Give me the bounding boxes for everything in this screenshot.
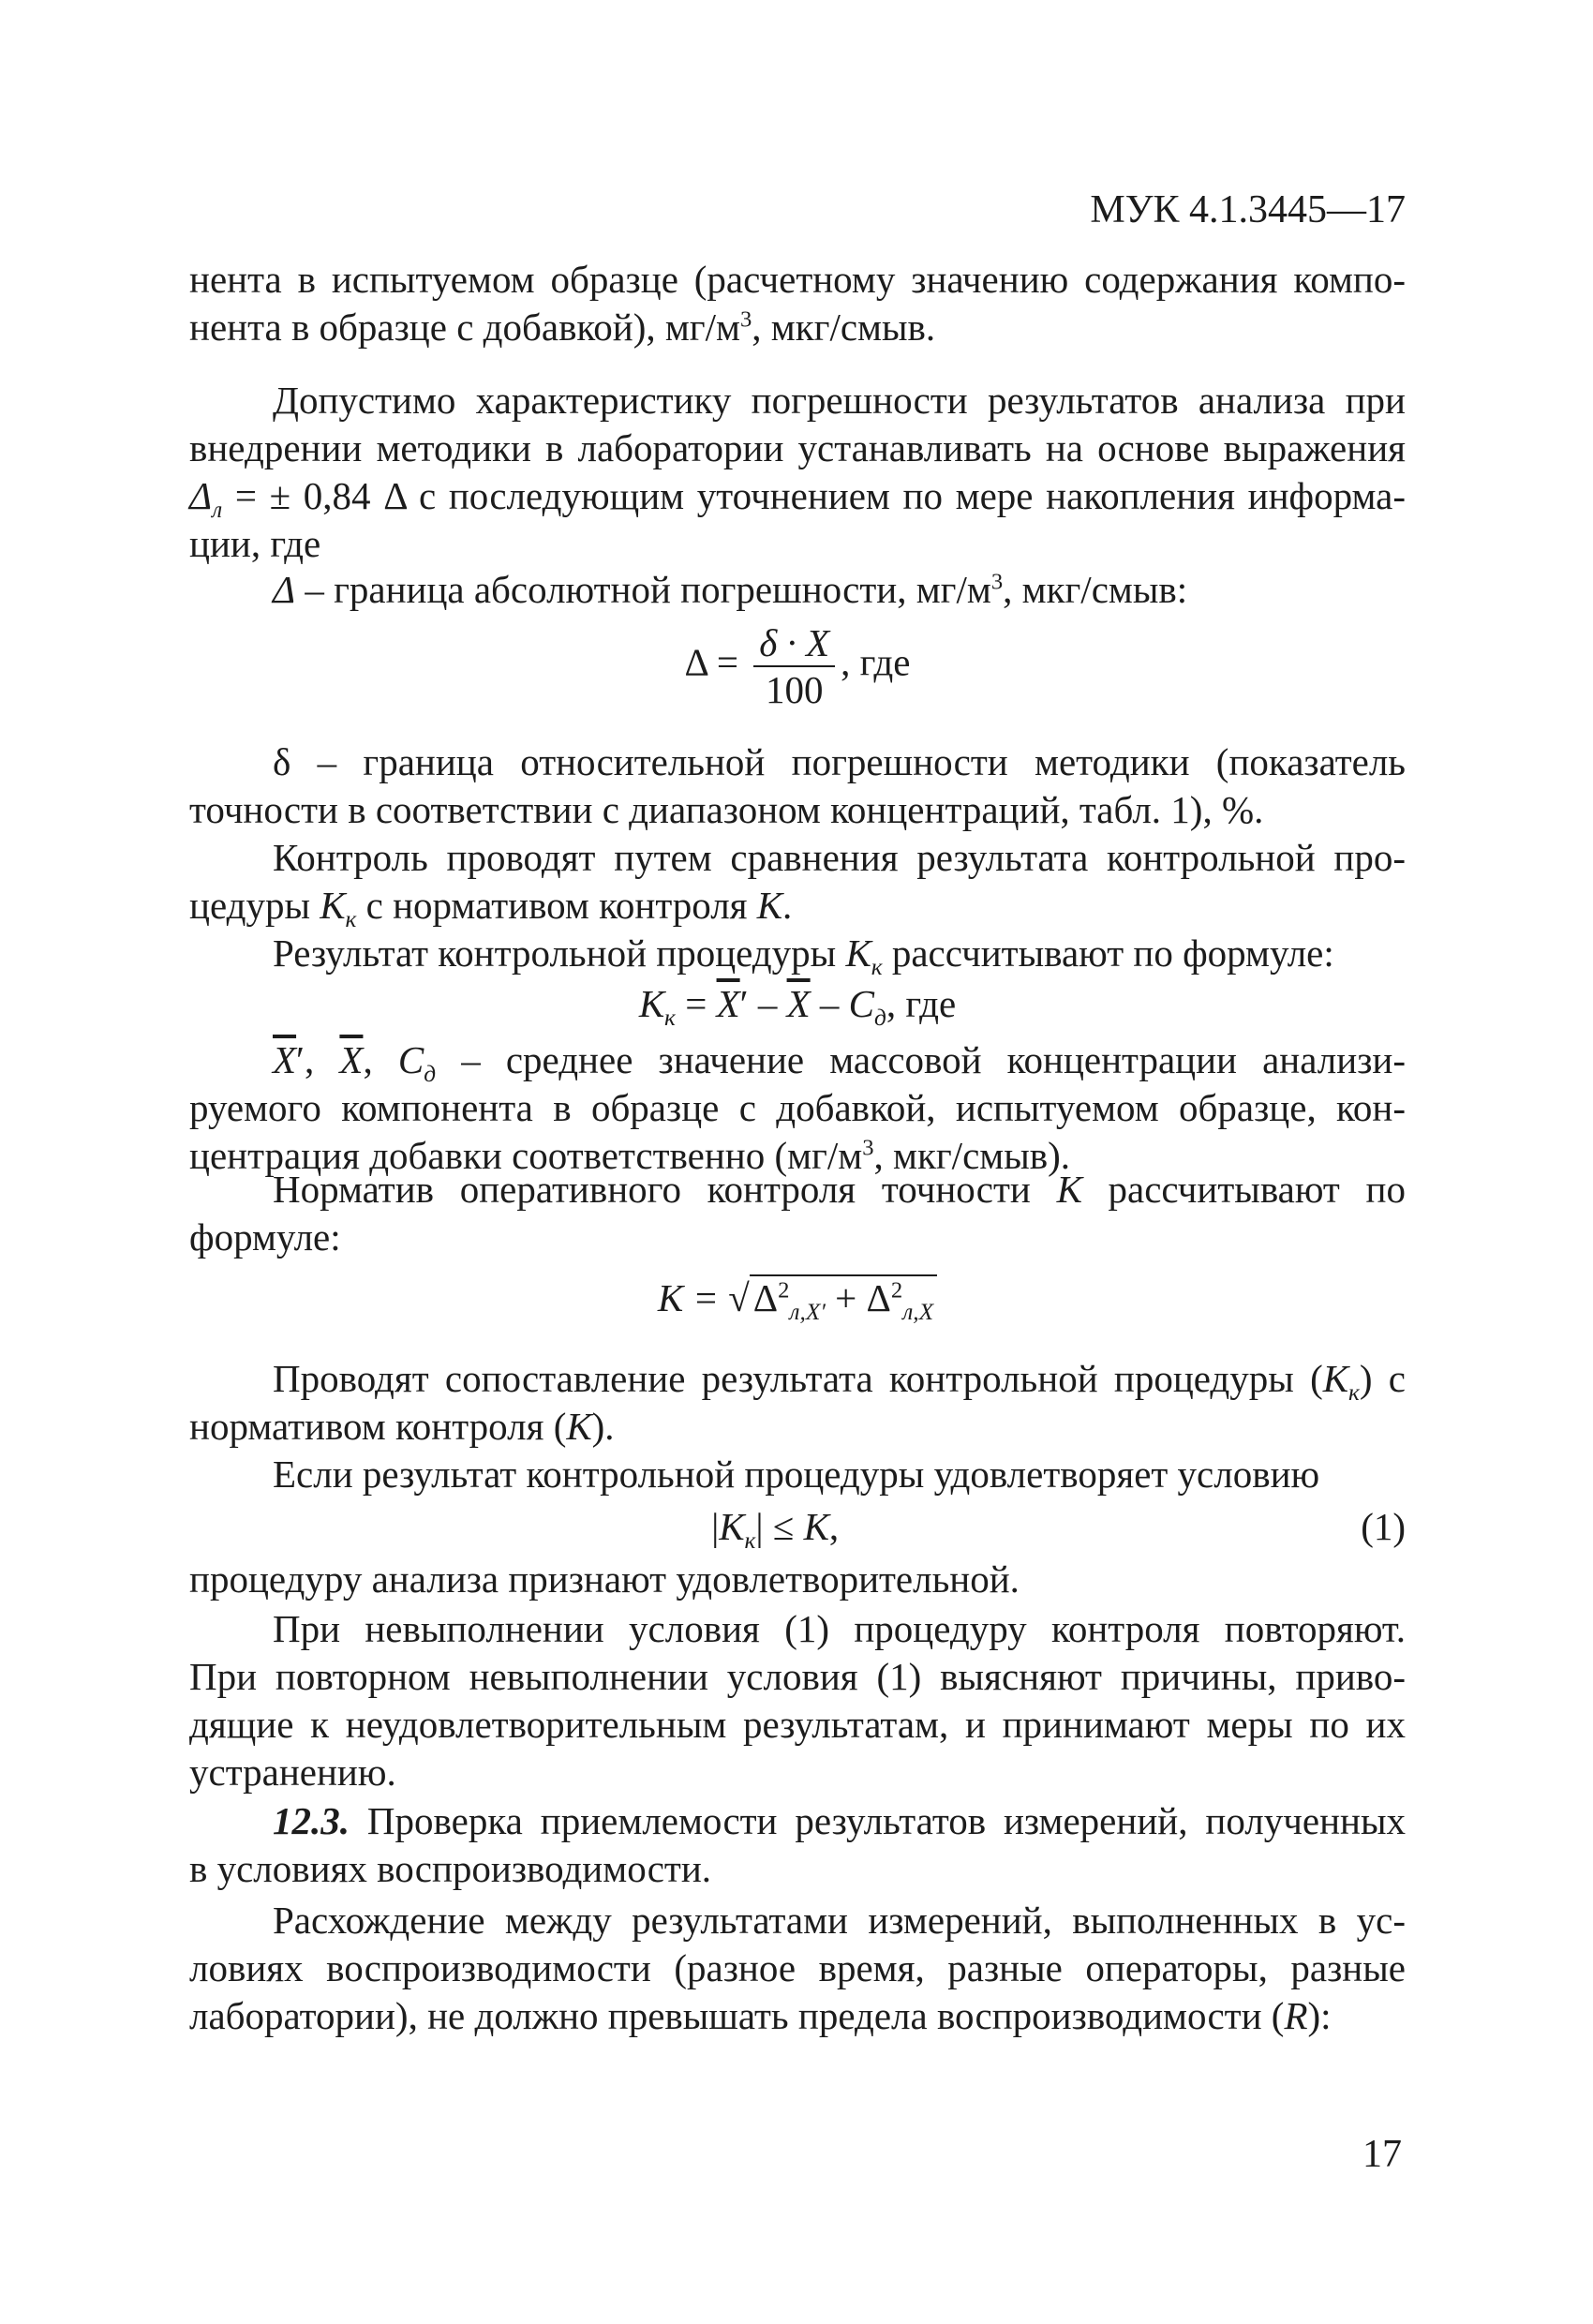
line: Норматив оперативного контроля точности К рассчитывают по (273, 1168, 1407, 1211)
paragraph-11 (189, 1556, 1406, 1603)
line: центрация добавки соответственно ($мг/м^3$, мкг/смыв). (189, 1134, 1071, 1177)
line: ции, где (189, 522, 321, 565)
formula-absolute-error: Δ = $\frac{\delta \cdot X}{100}$ , где (684, 621, 911, 711)
line: нента в испытуемом образце (расчетному значению содержания компо- (189, 258, 1406, 301)
line: Допустимо характеристику погрешности результатов анализа при (273, 379, 1406, 422)
section-number: 12.3. (273, 1799, 350, 1842)
formula-control-standard: $К = √\Delta^2_{л,X'} + \Delta^2_{л,X}$ (189, 1274, 1406, 1322)
line: внедрении методики в лаборатории устанавливать на основе выражения (189, 426, 1406, 469)
line: $\overline{X}'$, $\overline{X}$, $C_д$ – среднее значение массовой концентрации анализи- (273, 1038, 1406, 1088)
line: нента в образце с добавкой), $мг/м^3$, мкг/смыв. (189, 305, 936, 349)
line: Контроль проводят путем сравнения результата контрольной про- (273, 836, 1406, 879)
line: Если результат контрольной процедуры удовлетворяет условию (273, 1452, 1320, 1496)
paragraph-7 (189, 1036, 1406, 1180)
line: δ – граница относительной погрешности методики (показатель (273, 740, 1406, 783)
line: нормативом контроля (К). (189, 1405, 615, 1448)
paragraph-4 (189, 738, 1406, 834)
line: руемого компонента в образце с добавкой, испытуемом образце, кон- (189, 1086, 1406, 1129)
paragraph-10 (189, 1451, 1406, 1498)
paragraph-8 (189, 1166, 1406, 1261)
fraction: $\frac{\delta \cdot X}{100}$ (753, 620, 835, 712)
page-number: 17 (1362, 2133, 1402, 2176)
line: в условиях воспроизводимости. (189, 1847, 712, 1890)
paragraph-13-section (189, 1797, 1406, 1893)
line: ловиях воспроизводимости (разное время, разные операторы, разные (189, 1946, 1406, 1989)
line: устранению. (189, 1750, 396, 1794)
formula-condition: (1) $|К_к| \le К$, (711, 1505, 1406, 1555)
line: лаборатории), не должно превышать предела воспроизводимости (R): (189, 1994, 1332, 2037)
line: Расхождение между результатами измерений, выполненных в ус- (273, 1899, 1406, 1942)
line: Δ – граница абсолютной погрешности, $мг/м^3$, мкг/смыв: (273, 568, 1188, 611)
paragraph-5 (189, 834, 1406, 933)
paragraph-3 (189, 566, 1406, 614)
line: дящие к неудовлетворительным результатам, и принимают меры по их (189, 1703, 1406, 1746)
paragraph-6 (189, 930, 1406, 981)
line: При невыполнении условия (1) процедуру контроля повторяют. (273, 1607, 1406, 1650)
paragraph-9 (189, 1355, 1406, 1451)
line: процедуру анализа признают удовлетворительной. (189, 1557, 1020, 1601)
equation-number: (1) (1361, 1505, 1406, 1548)
line: Проводят сопоставление результата контрольной процедуры $(К_к)$ с (273, 1357, 1406, 1407)
line: цедуры $К_к$ с нормативом контроля К. (189, 884, 793, 933)
line: Результат контрольной процедуры $К_к$ рассчитывают по формуле: (273, 931, 1334, 981)
paragraph-14 (189, 1897, 1406, 2040)
formula-control-result: $К_к = \overline{X}' - \overline{X} - C_д$, где (638, 982, 957, 1032)
line: 12.3. Проверка приемлемости результатов измерений, полученных (273, 1799, 1406, 1842)
line: При повторном невыполнении условия (1) выясняют причины, приво- (189, 1655, 1406, 1698)
paragraph-12 (189, 1605, 1406, 1796)
line: формуле: (189, 1215, 341, 1259)
line: точности в соответствии с диапазоном концентраций, табл. 1), %. (189, 788, 1264, 831)
paragraph-2 (189, 377, 1406, 568)
paragraph-1 (189, 256, 1406, 351)
document-code-header: МУК 4.1.3445—17 (1090, 188, 1406, 231)
line: $\Delta_л$ = ± 0,84 Δ с последующим уточнением по мере накопления информа- (189, 474, 1406, 524)
